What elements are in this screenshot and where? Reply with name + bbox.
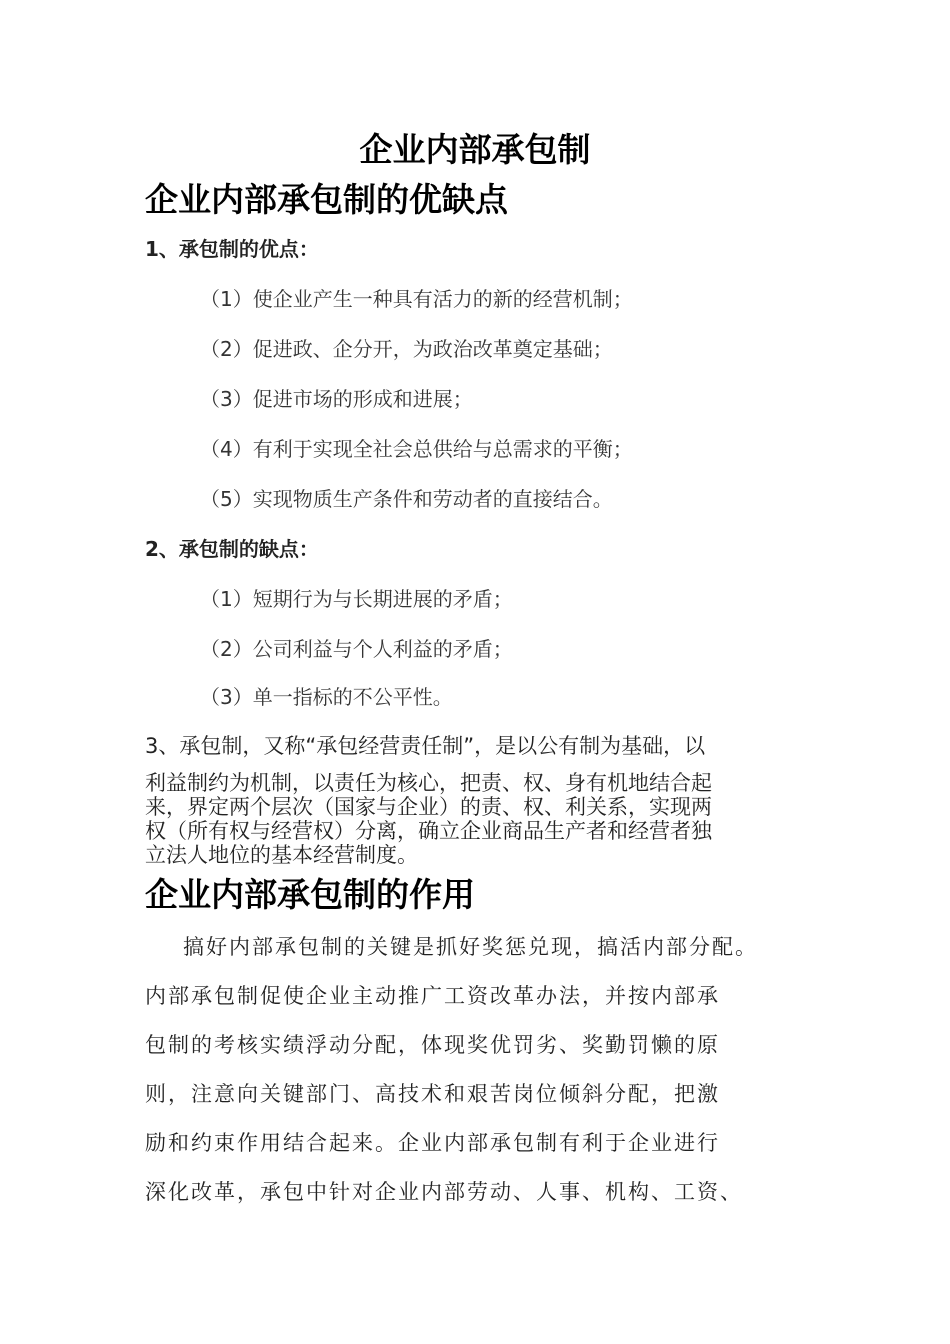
disadvantage-item: （1）短期行为与长期进展的矛盾； <box>200 587 513 611</box>
section-heading-pros-cons: 企业内部承包制的优缺点 <box>145 180 508 219</box>
disadvantage-item: （2）公司利益与个人利益的矛盾； <box>200 637 513 661</box>
advantage-item: （3）促进市场的形成和进展； <box>200 387 473 411</box>
section-heading-function: 企业内部承包制的作用 <box>145 875 475 914</box>
definition-line: 3、承包制，又称“承包经营责任制”，是以公有制为基础，以 <box>145 734 706 758</box>
definition-paragraph <box>145 731 815 867</box>
advantages-heading: 1、承包制的优点： <box>145 237 319 261</box>
definition-line: 立法人地位的基本经营制度。 <box>145 843 418 867</box>
disadvantages-heading: 2、承包制的缺点： <box>145 537 319 561</box>
paragraph-line: 内部承包制促使企业主动推广工资改革办法，并按内部承 <box>145 984 720 1008</box>
paragraph-line: 包制的考核实绩浮动分配，体现奖优罚劣、奖勤罚懒的原 <box>145 1033 720 1057</box>
document-title: 企业内部承包制 <box>359 130 591 169</box>
definition-line: 来，界定两个层次（国家与企业）的责、权、利关系，实现两 <box>145 795 712 819</box>
function-paragraph <box>145 925 825 1219</box>
advantage-item: （5）实现物质生产条件和劳动者的直接结合。 <box>200 487 613 511</box>
definition-line: 权（所有权与经营权）分离，确立企业商品生产者和经营者独 <box>145 819 712 843</box>
advantage-item: （4）有利于实现全社会总供给与总需求的平衡； <box>200 437 633 461</box>
paragraph-line: 搞好内部承包制的关键是抓好奖惩兑现，搞活内部分配。 <box>183 935 758 959</box>
paragraph-line: 深化改革，承包中针对企业内部劳动、人事、机构、工资、 <box>145 1180 743 1204</box>
paragraph-line: 则，注意向关键部门、高技术和艰苦岗位倾斜分配，把激 <box>145 1082 720 1106</box>
advantage-item: （1）使企业产生一种具有活力的新的经营机制； <box>200 287 633 311</box>
definition-line: 利益制约为机制，以责任为核心，把责、权、身有机地结合起 <box>145 771 712 795</box>
disadvantage-item: （3）单一指标的不公平性。 <box>200 685 453 709</box>
paragraph-line: 励和约束作用结合起来。企业内部承包制有利于企业进行 <box>145 1131 720 1155</box>
advantage-item: （2）促进政、企分开，为政治改革奠定基础； <box>200 337 613 361</box>
